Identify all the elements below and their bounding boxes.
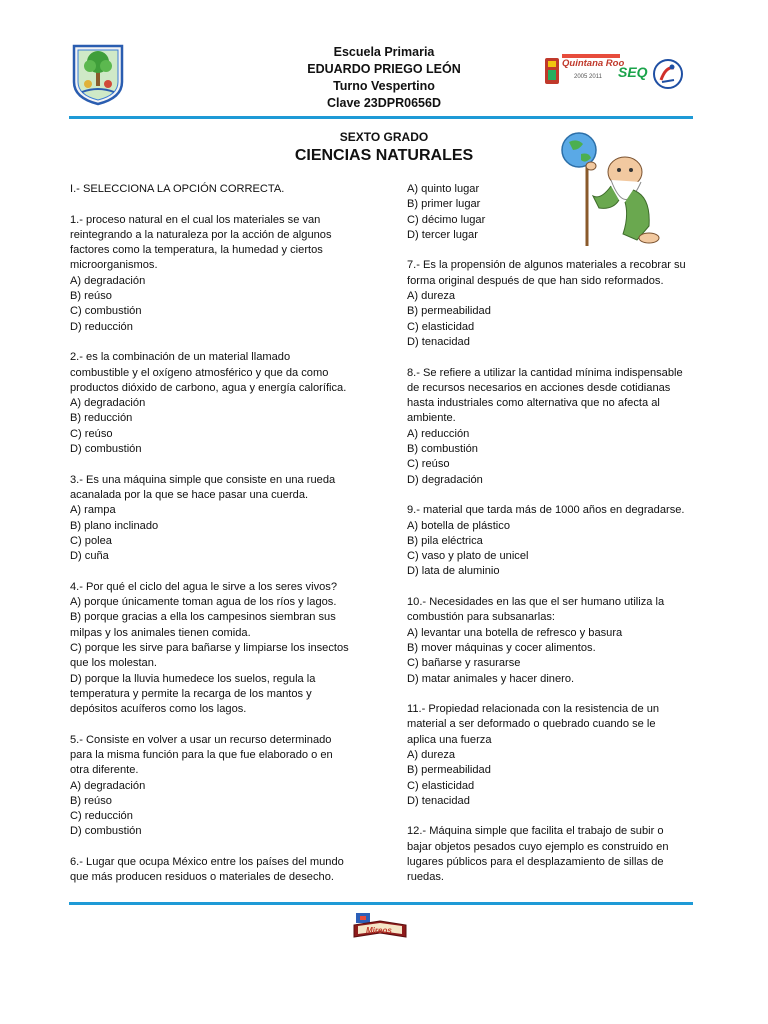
question-9: 9.- material que tarda más de 1000 años en degradarse. A) botella de plástico B) pila eléctrica C) vaso y plato de unicel D) lata de aluminio: [407, 504, 685, 578]
quintana-roo-years: 2005 2011: [574, 74, 602, 80]
question-5: 5.- Consiste en volver a usar un recurso determinado para la misma función para la que fue elaborado o en otra diferente. A) degradación B) reúso C) reducción D) combustión: [70, 733, 333, 838]
subject-title: CIENCIAS NATURALES: [294, 147, 474, 164]
left-column: [70, 182, 370, 901]
right-column: [407, 182, 697, 901]
footer-book-logo: [352, 907, 408, 941]
question-6-options: A) quinto lugar B) primer lugar C) décimo lugar D) tercer lugar: [407, 183, 486, 241]
grade-title: SEXTO GRADO: [339, 130, 429, 144]
quintana-roo-text: Quintana Roo: [562, 58, 625, 69]
round-emblem-logo: [652, 58, 684, 90]
question-7: 7.- Es la propensión de algunos materiales a recobrar su forma original después de que han sido reformados. A) dureza B) permeabilidad C) elasticidad D) tenacidad: [407, 259, 686, 348]
instruction-text: I.- SELECCIONA LA OPCIÓN CORRECTA.: [70, 183, 285, 195]
school-shift: Turno Vespertino: [333, 79, 435, 93]
question-6: 6.- Lugar que ocupa México entre los países del mundo que más producen residuos o materiales de desecho.: [70, 856, 344, 884]
school-code: Clave 23DPR0656D: [327, 96, 441, 110]
school-name: EDUARDO PRIEGO LEÓN: [307, 62, 461, 76]
question-10: 10.- Necesidades en las que el ser humano utiliza la combustión para subsanarlas: A) levantar una botella de refresco y basura B) mover máquinas y cocer alimentos. C) bañarse y rasurarse D) matar animales y hacer dinero.: [407, 596, 665, 685]
seq-text: SEQ: [618, 64, 648, 80]
school-type: Escuela Primaria: [333, 45, 435, 59]
header-divider: [69, 116, 693, 119]
question-3: 3.- Es una máquina simple que consiste en una rueda acanalada por la que se hace pasar una cuerda. A) rampa B) plano inclinado C) polea D) cuña: [70, 473, 336, 563]
question-12: 12.- Máquina simple que facilita el trabajo de subir o bajar objetos pesados cuyo ejemplo es construido en lugares públicos para el desplazamiento de sillas de ruedas.: [407, 825, 669, 884]
question-2: 2.- es la combinación de un material llamado combustible y el oxígeno atmosférico y que da como productos dióxido de carbono, agua y energía calorífica. A) degradación B) reducción C) reúso D) combustión: [70, 351, 347, 456]
quintana-roo-logo: [544, 52, 648, 92]
question-11: 11.- Propiedad relacionada con la resistencia de un material a ser deformado o quebrado cuando se le aplica una fuerza A) dureza B) permeabilidad C) elasticidad D) tenacidad: [407, 703, 660, 807]
question-8: 8.- Se refiere a utilizar la cantidad mínima indispensable de recursos necesarios en acciones desde cotidianas hasta industriales como alternativa que no afecta al ambiente. A) reducción B) combustión C) reúso D) degradación: [407, 366, 683, 486]
question-1: 1.- proceso natural en el cual los materiales se van reintegrando a la naturaleza por la acción de algunos factores como la temperatura, la humedad y ciertos microorganismos. A) degradación B) reúso C) combustión D) reducción: [70, 213, 332, 333]
question-4: 4.- Por qué el ciclo del agua le sirve a los seres vivos? A) porque únicamente toman agua de los ríos y lagos. B) porque gracias a ella los campesinos siembran sus milpas y los animales tienen comida. C) porque les sirve para bañarse y limpiarse los insectos que los molestan. D) porque la lluvia humedece los suelos, regula la temperatura y permite la recarga de los mantos y depósitos acuíferos como los lagos.: [70, 580, 349, 716]
footer-divider: [69, 902, 693, 905]
footer-logo-text: Mireos: [366, 926, 392, 935]
